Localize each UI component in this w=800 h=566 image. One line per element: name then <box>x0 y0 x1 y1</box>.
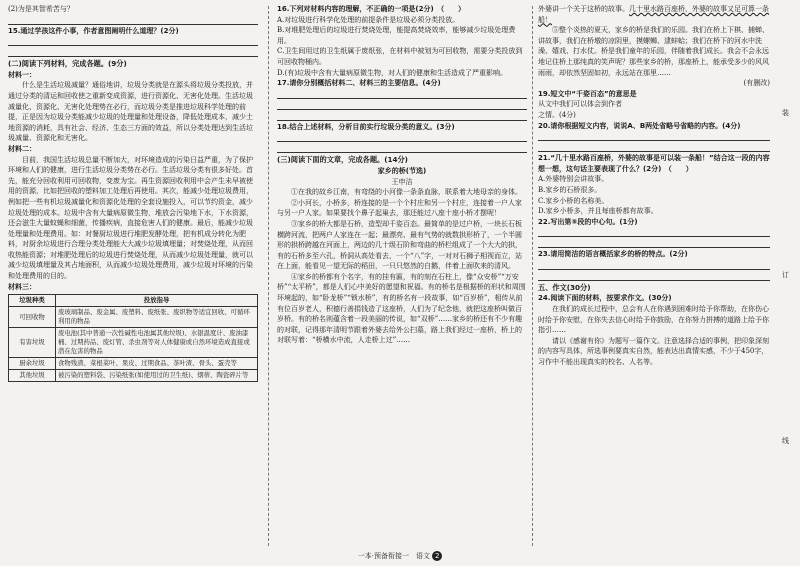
table-header-category: 垃圾种类 <box>9 295 56 307</box>
question-16-option-c[interactable]: C.卫生间用过的卫生纸属于废纸张，在材料中被划为可回收物，需要分类投放到可回收物桶内。 <box>277 47 523 66</box>
question-21-option-c[interactable]: C.家乡小桥的名称美。 <box>538 196 609 205</box>
article-paragraph-1: ①在我的故乡江南，有弯绕的小河像一条条血脉，联系着大地母亲的身体。 <box>291 188 522 197</box>
question-24: 24.阅读下面的材料，按要求作文。(30分) <box>538 294 672 303</box>
material-1-text: 什么是生活垃圾减量？通俗地讲，垃圾分类就是在源头将垃圾分类投放，并通过分类的清运和回收使之重新变成资源，进行资源化、无害化处理。生活垃圾减量化、资源化、无害化处理势在必行，而垃圾分类是推进垃圾科学处理的前提，正是因为垃圾分类能减少垃圾的处理量和处理设备，降低处理成本，减少土地资源的消耗，具有社会、经济、生态三方面的效益，所以分类处理达到生活垃圾减量、资源化和无害化。 <box>8 81 253 143</box>
answer-line[interactable] <box>538 131 770 141</box>
article-source: (有删改) <box>743 79 770 88</box>
table-cell-category: 其他垃圾 <box>9 370 56 382</box>
question-16-option-d[interactable]: D.(有)垃圾中含有大量病原微生物，对人们的健康和生活造成了严重影响。 <box>277 68 508 77</box>
section-3-title: (三)阅读下面的文章，完成各题。(14分) <box>277 155 408 165</box>
column-left <box>8 4 258 382</box>
question-16-option-a[interactable]: A.对垃圾进行科学化处理的前提条件是垃圾必须分类投放。 <box>277 15 460 24</box>
table-cell-category: 厨余垃圾 <box>9 358 56 370</box>
table-cell-desc: 食物残渣、菜根菜叶、果皮、过期食品、茶叶渣、骨头、蛋壳等 <box>56 358 258 370</box>
page-footer <box>0 551 800 561</box>
question-21-option-a[interactable]: A.外婆特别会讲故事。 <box>538 175 609 184</box>
answer-line[interactable] <box>277 111 527 121</box>
column-divider <box>532 6 533 546</box>
question-18: 18.结合上述材料，分析目前实行垃圾分类的意义。(3分) <box>277 122 455 131</box>
article-paragraph-4: ④家乡的桥都有个名字，有的挂有匾，有的刻在石柱上，像“众安桥”“万安桥”“太平桥”，都是人们心中美好的愿望和祝福。有的桥名是根据桥的形状和周围环境起的，如“卧龙桥”“锁水桥”，有的桥名有一段故事，如“百岁桥”，相传从前有位百岁老人，积德行善捐钱造了这座桥，人们为了纪念他，就把这座桥叫做百岁桥。有的桥名则蕴含着一段美丽的传说，如“双桥”……家乡的桥还有不少有趣的对联，记得那年清明节跟着外婆去给外公扫墓，路上我们经过一座桥，桥上的对联写着：“桥横水中流，人走桥上过”…… <box>277 272 526 345</box>
question-19: 19.短文中“千姿百态”的意思是 <box>538 89 637 98</box>
article-paragraph-3: ③家乡的桥大都是石桥，造型却千姿百态。最简单的是过户桥，一块长石板横跨河流，把两户人家连在一起；最漂亮、最有气势的就数拱形桥了，一个半圆形的拱桥跨越在河面上，两边的几十级石阶和弯曲的桥栏组成了一个大大的拱，有的石桥多至六孔，桥洞从高处看去，一个“八”字，一对对石狮子相视而立，站在上面，能看见一望无际的稻田，一只只悠然的白鹅，伴着上面吹来的清风。 <box>277 219 523 271</box>
garbage-table <box>8 294 258 382</box>
material-2-label: 材料二： <box>8 144 36 153</box>
binding-label: 装 <box>782 109 789 117</box>
section-2-title: (二)阅读下列材料，完成各题。(9分) <box>8 59 127 69</box>
article-paragraph-2: ②小河长，小桥多，桥连接的是一个个村庄和另一个村庄，连接着一户人家与另一户人家。如果要找个鼻子起巢去，那还能过八座十座小桥才摆呢！ <box>277 198 522 218</box>
question-22: 22.写出第⑤段的中心句。(1分) <box>538 217 638 226</box>
article-title: 家乡的桥(节选) <box>377 166 427 175</box>
answer-line[interactable] <box>538 271 770 281</box>
answer-line[interactable] <box>8 47 258 57</box>
article-paragraph-4-continued <box>538 4 770 25</box>
table-cell-category: 有害垃圾 <box>9 328 56 358</box>
page-number: 2 <box>432 551 442 561</box>
table-cell-desc: 废电池(其中普通一次性碱性电池属其他垃圾)、水银温度计、废油漆桶、过期药品、废灯管、杀虫剂等对人体健康或自然环境造成直接或潜在危害的物品 <box>56 328 258 358</box>
question-16: 16.下列对材料内容的理解，不正确的一项是(2分) （ ） <box>277 5 466 13</box>
column-right <box>538 4 770 368</box>
column-middle <box>277 4 527 346</box>
answer-line[interactable] <box>277 132 527 142</box>
material-3-label: 材料三： <box>8 282 36 291</box>
table-cell-category: 可回收物 <box>9 307 56 328</box>
article-paragraph-4-tail: 外婆讲一个关于这桥的故事。 <box>538 5 629 13</box>
answer-line[interactable] <box>277 89 527 99</box>
question-23: 23.请用简洁的语言概括家乡的桥的特点。(2分) <box>538 250 688 259</box>
footer-text: 一本·预备衔接一 语文 <box>357 552 430 560</box>
column-divider <box>268 6 269 546</box>
table-row <box>9 328 258 358</box>
section-5-title: 五、作文(30分) <box>538 282 591 292</box>
table-row <box>9 370 258 382</box>
answer-line[interactable] <box>8 36 258 46</box>
binding-label: 线 <box>782 437 789 445</box>
answer-line[interactable] <box>277 143 527 153</box>
question-19-line3: 之情。(4分) <box>538 110 576 119</box>
table-row <box>9 358 258 370</box>
answer-line[interactable] <box>538 260 770 270</box>
question-16-option-b[interactable]: B.对堆肥处理后的垃圾进行焚烧处理，能提高焚烧效率，能够减少垃圾处理费用。 <box>277 26 516 45</box>
question-21: 21.“几十里水路百座桥，外婆的故事是可以装一条船！”结合这一段的内容想一想，这句话主要表现了什么？(2分) （ ） <box>538 154 770 173</box>
question-14-part2: (2)为是其智希苦与？ <box>8 5 74 13</box>
answer-line[interactable] <box>277 100 527 110</box>
article-author: 王申洁 <box>391 177 413 186</box>
question-21-option-b[interactable]: B.家乡的石桥很多。 <box>538 185 602 194</box>
question-19-line2: 从文中我们可以体会到作者 <box>538 100 622 109</box>
material-2-text: 目前，我国生活垃圾总量不断加大，对环境造成的污染日益严重，为了保护环境和人们的健康，进行生活垃圾分类势在必行。生活垃圾分类有很多好处。首先，能充分回收利用可回收物，变废为宝。再生资源回收利用中会产生未早被使用的资源，比如把回收的塑料加工处理后再使用。其次，能减少处理垃圾费用，例如把一些有机垃圾减量化和资源化处理的全套设施投入，可以节约资金，减少垃圾处理的成本。垃圾中含有大量病原微生物，堆放会污染地下水，下水资源，还会滋生大量蚊蝇和细菌，传播疾病，直接危害人们的健康。最后，能减少垃圾处理量和处理费用。如：对餐厨垃圾进行堆肥发酵处理，把有机成分转化为肥料，对厨余垃圾进行合理分类处理能大大减少垃圾填埋量；对焚烧处理，从而回收热能资源；对堆肥处理后的垃圾进行焚烧处理，从而减少垃圾处理量，就可以减少垃圾填埋量及其占地面积，从而减少垃圾处理费用，减少垃圾对环境的污染和处理费用的目的。 <box>8 155 253 281</box>
essay-requirement: 请以《感谢有你》为题写一篇作文。注意选择合适的事例，把印象深刻的内容写具体，所选事例要真实自然，能表达出真情实感，不少于450字，习作中不能出现真实的校名、人名等。 <box>538 336 769 367</box>
table-row <box>9 307 258 328</box>
table-header-guide: 投放指导 <box>56 295 258 307</box>
article-paragraph-5: ⑤整个炎热的夏天，家乡的桥是我们的乐园。我们在桥上下棋、捕蝉、讲故事，我们在桥墩的凉阴里，摸螺蛳、逮蚌蛤；我们在桥下的河水中洗澡、嬉戏、打水仗。桥是我们童年的乐园，伴随着我们成长。我会不会永远地记住桥上那纯真的笑声呢？那些家乡的桥，那座桥上，能承受多少的风风雨雨，却依然坚固如初，永远站在那里…… <box>538 26 769 77</box>
table-cell-desc: 被污染的塑料袋、污染纸张(如使用过的卫生纸)、烟蒂、陶瓷碎片等 <box>56 370 258 382</box>
binding-label: 订 <box>782 271 789 279</box>
question-15: 15.通过学孩这件小事，作者意图阐明什么道理？(2分) <box>8 26 179 35</box>
answer-line[interactable] <box>538 238 770 248</box>
question-20: 20.请你根据短文内容，说说A、B两处省略号省略的内容。(4分) <box>538 121 741 130</box>
article-quote-wavy: 几十里水路百座桥，外婆的故事又足可算一条船！ <box>538 5 769 24</box>
table-cell-desc: 废玻璃制品、废金属、废塑料、废纸张、废织物等适宜回收、可循环利用的物品 <box>56 307 258 328</box>
answer-line[interactable] <box>8 15 258 25</box>
essay-material: 在我们的成长过程中，总会有人在你遇到困难时给予你帮助，在你伤心时给予你安慰，在你失去信心时给予你鼓励，在你努力拼搏的道路上给予你指引…… <box>538 305 769 335</box>
question-21-option-d[interactable]: D.家乡小桥多，并且每座桥都有故事。 <box>538 207 658 216</box>
answer-line[interactable] <box>538 142 770 152</box>
material-1-label: 材料一： <box>8 70 36 79</box>
answer-line[interactable] <box>538 227 770 237</box>
question-17: 17.请你分别概括材料二、材料三的主要信息。(4分) <box>277 79 441 88</box>
